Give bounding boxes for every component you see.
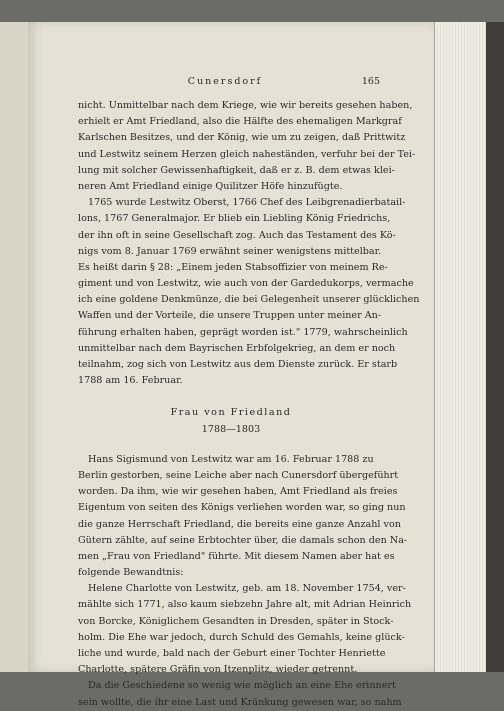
running-title: Cunersdorf: [187, 76, 263, 87]
text-line: men „Frau von Friedland" führte. Mit diesem Namen aber hat es: [78, 550, 395, 562]
text-line: liche und wurde, bald nach der Geburt einer Tochter Henriette: [78, 648, 386, 660]
page-stack-edges: [434, 22, 487, 672]
text-line: nicht. Unmittelbar nach dem Kriege, wie wir bereits gesehen haben,: [78, 100, 413, 111]
text-line: nigs vom 8. Januar 1769 erwähnt seiner wenigstens mittelbar.: [78, 245, 382, 257]
text-line: 1765 wurde Lestwitz Oberst, 1766 Chef des Leibgrenadierbatail-: [88, 197, 406, 209]
text-line: sein wollte, die ihr eine Last und Kränkung gewesen war, so nahm: [78, 696, 402, 708]
text-line: mählte sich 1771, also kaum siebzehn Jahre alt, mit Adrian Heinrich: [78, 599, 412, 611]
page-body: [78, 98, 420, 711]
text-line: der ihn oft in seine Gesellschaft zog. Auch das Testament des Kö-: [78, 229, 396, 241]
text-line: Da die Geschiedene so wenig wie möglich an eine Ehe erinnert: [88, 680, 396, 692]
paragraph-2: [78, 195, 420, 389]
book-binding: [486, 22, 504, 672]
text-line: führung erhalten haben, geprägt worden ist." 1779, wahrscheinlich: [78, 326, 408, 338]
paragraph-5: [78, 678, 402, 710]
text-line: 1788 am 16. Februar.: [78, 375, 183, 387]
text-line: holm. Die Ehe war jedoch, durch Schuld des Gemahls, keine glück-: [78, 631, 405, 643]
text-line: teilnahm, zog sich von Lestwitz aus dem Dienste zurück. Er starb: [78, 359, 398, 370]
text-line: Karlschen Besitzes, und der König, wie um zu zeigen, daß Prittwitz: [78, 132, 406, 144]
text-line: Helene Charlotte von Lestwitz, geb. am 18. November 1754, ver-: [88, 583, 406, 595]
section-heading: Frau von Friedland: [170, 407, 292, 419]
page-number: 165: [361, 76, 380, 87]
text-line: Hans Sigismund von Lestwitz war am 16. Februar 1788 zu: [88, 453, 374, 465]
text-line: Charlotte, spätere Gräfin von Itzenplitz, wieder getrennt.: [78, 664, 358, 676]
facing-page-edge: [0, 22, 29, 672]
paragraph-4: [78, 581, 412, 678]
text-line: und Lestwitz seinem Herzen gleich naheständen, verfuhr bei der Tei-: [78, 148, 416, 160]
text-line: erhielt er Amt Friedland, also die Hälfte des ehemaligen Markgraf: [78, 116, 402, 128]
text-line: worden. Da ihm, wie wir gesehen haben, Amt Friedland als freies: [78, 486, 398, 498]
text-line: Es heißt darin § 28: „Einem jeden Stabsoffizier von meinem Re-: [78, 261, 388, 273]
text-line: Berlin gestorben, seine Leiche aber nach Cunersdorf übergeführt: [78, 469, 399, 481]
text-line: giment und von Lestwitz, wie auch von der Gardedukorps, vermache: [78, 278, 414, 290]
text-line: unmittelbar nach dem Bayrischen Erbfolgekrieg, an dem er noch: [78, 342, 396, 354]
paragraph-3: [78, 452, 408, 582]
text-line: Waffen und der Vorteile, die unsere Truppen unter meiner An-: [78, 310, 382, 322]
text-line: Eigentum von seiten des Königs verliehen worden war, so ging nun: [78, 502, 406, 514]
section-years: 1788—1803: [201, 423, 261, 435]
text-line: lung mit solcher Gewissenhaftigkeit, daß er z. B. dem etwas klei-: [78, 164, 395, 176]
paragraph-1: [78, 98, 416, 195]
text-line: ich eine goldene Denkmünze, die bei Gelegenheit unserer glücklichen: [78, 294, 420, 306]
text-line: von Borcke, Königlichem Gesandten in Dresden, später in Stock-: [78, 615, 394, 627]
text-line: folgende Bewandtnis:: [78, 567, 184, 579]
text-line: Gütern zählte, auf seine Erbtochter über, die damals schon den Na-: [78, 534, 408, 546]
text-line: die ganze Herrschaft Friedland, die bereits eine ganze Anzahl von: [78, 518, 401, 530]
text-line: neren Amt Friedland einige Quilitzer Höfe hinzufügte.: [78, 180, 343, 192]
text-line: lons, 1767 Generalmajor. Er blieb ein Liebling König Friedrichs,: [78, 213, 391, 225]
